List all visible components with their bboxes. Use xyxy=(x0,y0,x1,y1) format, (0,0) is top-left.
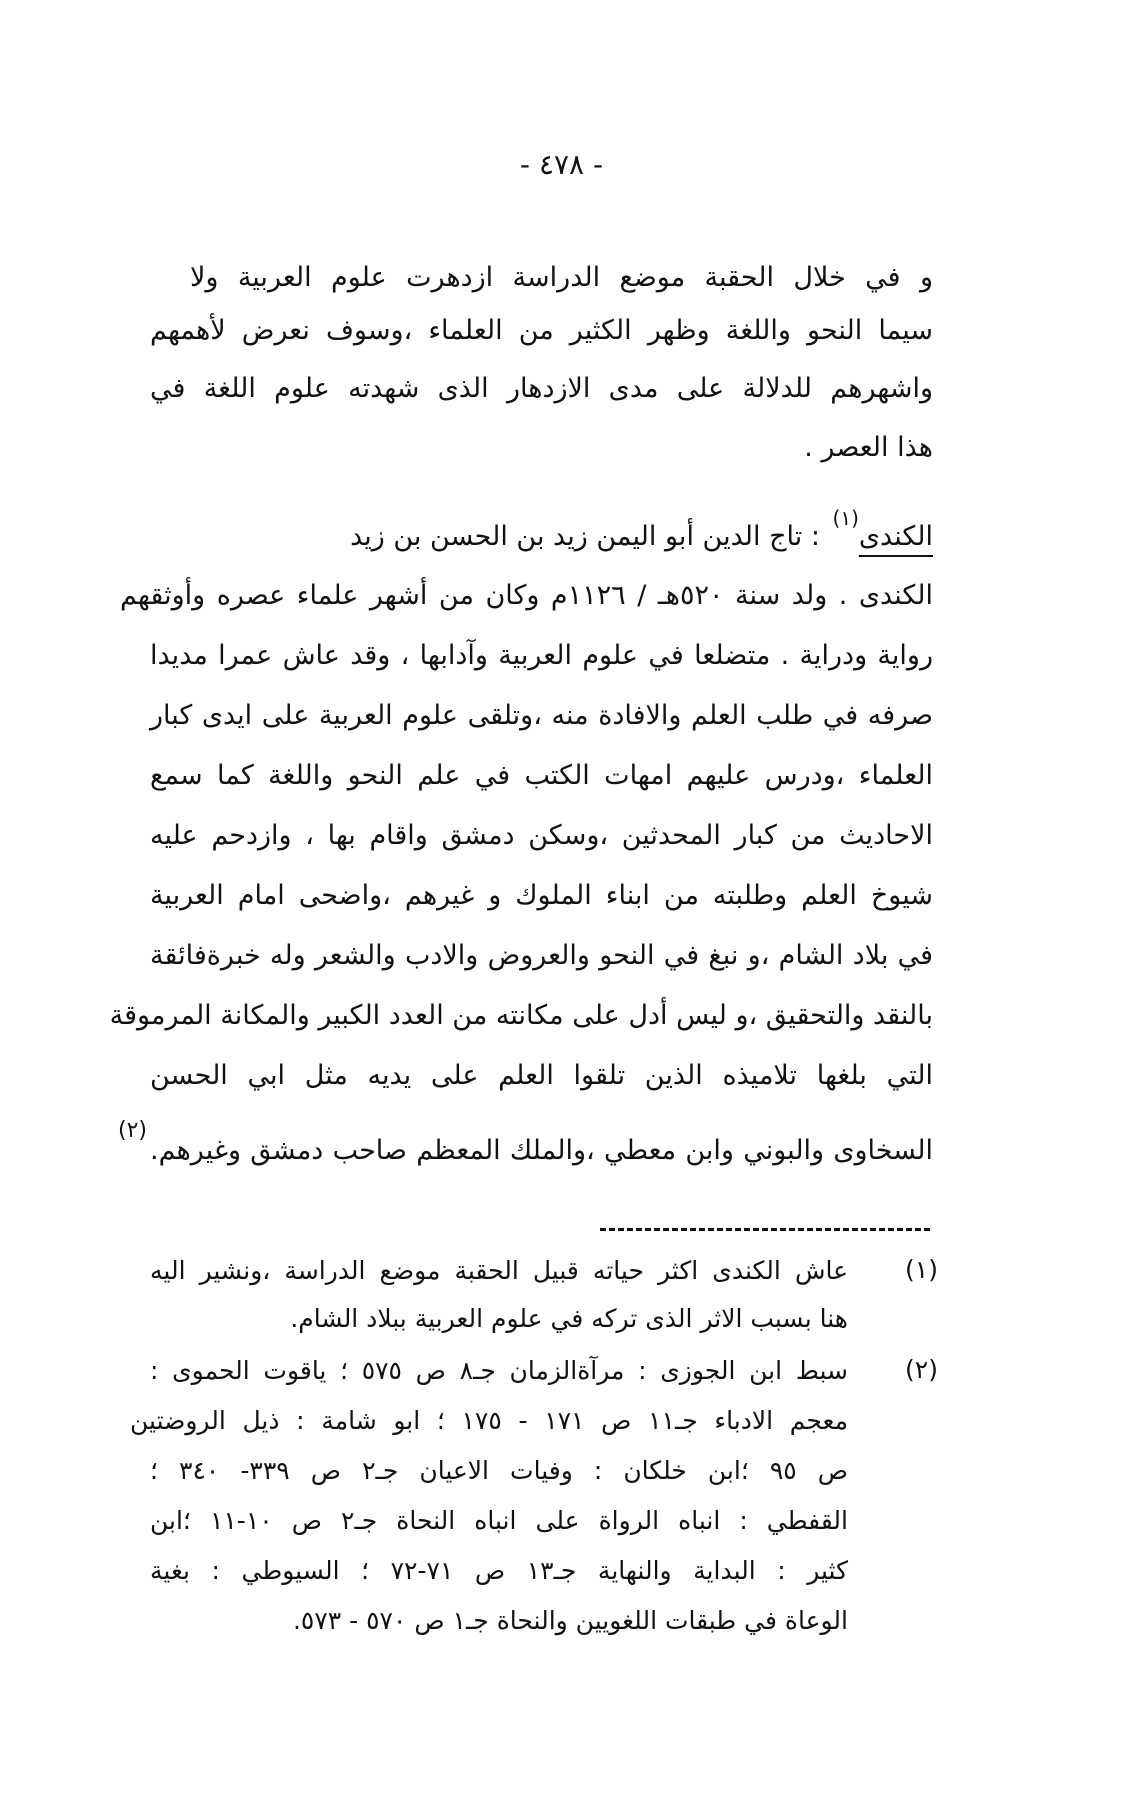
entry-line-9: التي بلغها تلاميذه الذين تلقوا العلم على يديه مثل ابي الحسن xyxy=(150,1060,933,1091)
intro-line-3: واشهرهم للدلالة على مدى الازدهار الذى شهدته علوم اللغة في xyxy=(150,373,933,404)
footnote-2-line-4: القفطي : انباه الرواة على انباه النحاة جـ٢ ص ١٠-١١ ؛ابن xyxy=(150,1506,848,1535)
entry-line-8: بالنقد والتحقيق ،و ليس أدل على مكانته من العدد الكبير والمكانة المرموقة xyxy=(109,1000,933,1031)
footnote-2-line-6: الوعاة في طبقات اللغويين والنحاة جـ١ ص ٥٧٠ - ٥٧٣. xyxy=(292,1606,848,1635)
footnote-ref-2: (٢) xyxy=(118,1118,148,1143)
entry-line-5: الاحاديث من كبار المحدثين ،وسكن دمشق واقام بها ، وازدحم عليه xyxy=(150,820,933,851)
entry-line-7: في بلاد الشام ،و نبغ في النحو والعروض والادب والشعر وله خبرةفائقة xyxy=(150,940,933,971)
entry-line-4: العلماء ،ودرس عليهم امهات الكتب في علم النحو واللغة كما سمع xyxy=(150,760,933,791)
entry-line-2: رواية ودراية . متضلعا في علوم العربية وآدابها ، وقد عاش عمرا مديدا xyxy=(150,640,933,671)
entry-first-line-text: : تاج الدين أبو اليمن زيد بن الحسن بن زيد xyxy=(350,521,820,552)
footnote-2-line-5: كثير : البداية والنهاية جـ١٣ ص ٧١-٧٢ ؛ السيوطي : بغية xyxy=(150,1556,848,1585)
footnote-1-number: (١) xyxy=(905,1255,938,1284)
intro-line-1: و في خلال الحقبة موضع الدراسة ازدهرت علوم العربية ولا xyxy=(190,262,933,293)
intro-line-4: هذا العصر . xyxy=(804,432,933,463)
entry-line-10: السخاوى والبوني وابن معطي ،والملك المعظم صاحب دمشق وغيرهم. xyxy=(150,1135,933,1166)
separator-text xyxy=(600,1208,930,1209)
entry-line-6: شيوخ العلم وطلبته من ابناء الملوك و غيرهم ،واضحى امام العربية xyxy=(150,880,933,911)
footnote-2-line-1: سبط ابن الجوزى : مرآةالزمان جـ٨ ص ٥٧٥ ؛ ياقوت الحموى : xyxy=(150,1356,848,1385)
page-number: - ٤٧٨ - xyxy=(519,148,604,181)
footnote-2-number: (٢) xyxy=(905,1355,938,1384)
intro-line-2: سيما النحو واللغة وظهر الكثير من العلماء ،وسوف نعرض لأهمهم xyxy=(150,315,933,346)
entry-first-line xyxy=(190,506,933,554)
footnote-ref-1: (١) xyxy=(832,506,859,530)
footnote-separator xyxy=(600,1228,930,1231)
footnote-1-line-1: عاش الكندى اكثر حياته قبيل الحقبة موضع الدراسة ،ونشير اليه xyxy=(150,1256,848,1285)
entry-line-1: الكندى . ولد سنة ٥٢٠هـ / ١١٢٦م وكان من أشهر علماء عصره وأوثقهم xyxy=(120,580,933,611)
footnote-1-line-2: هنا بسبب الاثر الذى تركه في علوم العربية ببلاد الشام. xyxy=(290,1304,848,1333)
entry-heading: الكندى xyxy=(858,521,933,552)
footnote-2-line-2: معجم الادباء جـ١١ ص ١٧١ - ١٧٥ ؛ ابو شامة : ذيل الروضتين xyxy=(130,1406,849,1435)
footnote-2-line-3: ص ٩٥ ؛ابن خلكان : وفيات الاعيان جـ٢ ص ٣٣٩- ٣٤٠ ؛ xyxy=(150,1456,849,1485)
entry-line-3: صرفه في طلب العلم والافادة منه ،وتلقى علوم العربية على ايدى كبار xyxy=(150,700,933,731)
